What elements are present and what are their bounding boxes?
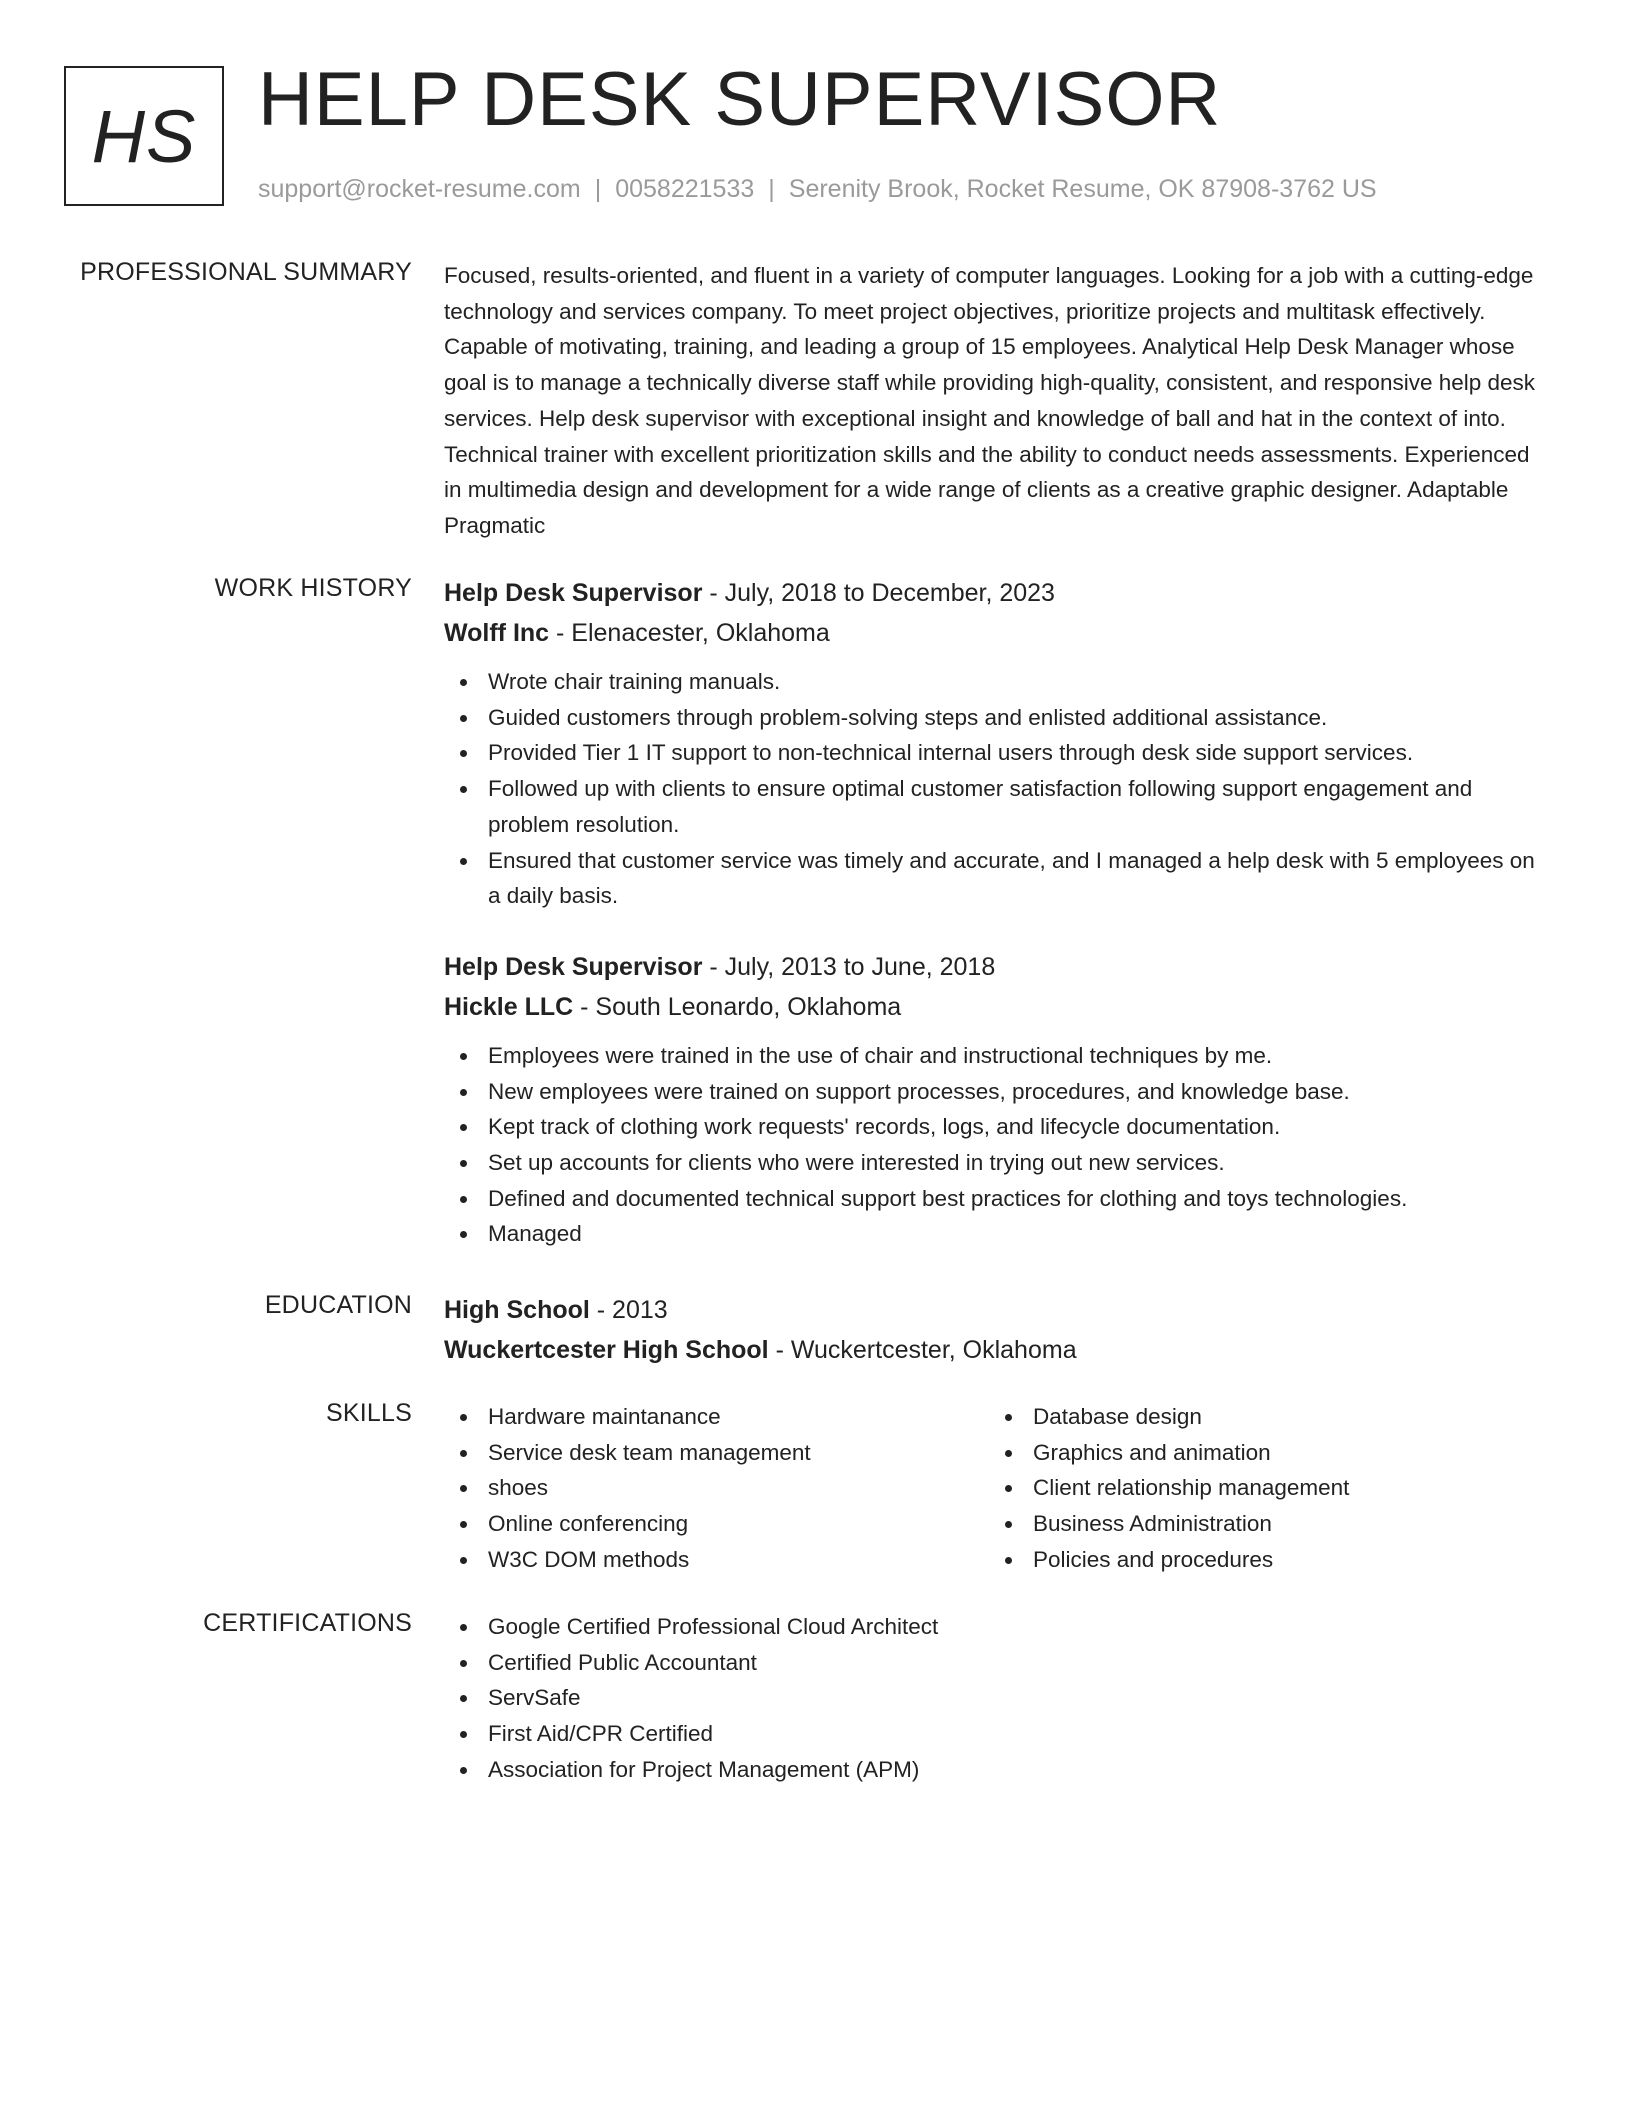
contact-address: Serenity Brook, Rocket Resume, OK 87908-3762 US (788, 175, 1377, 203)
work-history-body (444, 574, 1548, 1252)
job-bullet: New employees were trained on support processes, procedures, and knowledge base. (444, 1074, 1548, 1110)
initials: HS (91, 94, 197, 178)
certification-item: First Aid/CPR Certified (444, 1716, 1548, 1752)
job-company: Wolff Inc (444, 619, 550, 647)
job-bullet: Set up accounts for clients who were interested in trying out new services. (444, 1145, 1548, 1181)
certifications-list (444, 1609, 1548, 1788)
skill-item: Online conferencing (444, 1506, 989, 1542)
section-label-certifications: CERTIFICATIONS (203, 1609, 412, 1637)
job-entry (444, 574, 1548, 914)
contact-separator: | (594, 175, 602, 203)
job-title: Help Desk Supervisor (444, 952, 703, 981)
skill-item: Database design (989, 1399, 1534, 1435)
skill-item: shoes (444, 1470, 989, 1506)
summary-body (444, 258, 1548, 544)
job-dates: - July, 2018 to December, 2023 (702, 579, 1055, 607)
certification-item: ServSafe (444, 1680, 1548, 1716)
skills-list-left (444, 1399, 989, 1578)
certification-item: Certified Public Accountant (444, 1645, 1548, 1681)
contact-separator: | (768, 175, 775, 203)
resume-title: HELP DESK SUPERVISOR (258, 57, 1222, 142)
job-bullets (444, 1038, 1548, 1252)
job-bullet: Managed (444, 1216, 1548, 1252)
job-title: Help Desk Supervisor (444, 579, 703, 607)
job-title-line (444, 948, 1548, 986)
education-school-line (444, 1331, 1548, 1369)
skill-item: Business Administration (989, 1506, 1534, 1542)
job-company-line (444, 988, 1548, 1026)
skill-item: Graphics and animation (989, 1435, 1534, 1471)
section-label-education: EDUCATION (264, 1291, 412, 1319)
section-label-skills: SKILLS (326, 1399, 412, 1427)
job-bullet: Wrote chair training manuals. (444, 664, 1548, 700)
summary-text: Focused, results-oriented, and fluent in a variety of computer languages. Looking for a job with a cutting-edge technology and services company. To meet project objectives, prioritize projects and multitask effectively. Capable of motivating, training, and leading a group of 15 employees. Analytical Help Desk Manager whose goal is to manage a technically diverse staff while providing high-quality, consistent, and responsive help desk services. Help desk supervisor with exceptional insight and knowledge of ball and hat in the context of into. Technical trainer with excellent prioritization skills and the ability to conduct needs assessments. Experienced in multimedia design and development for a wide range of clients as a creative graphic designer. Adaptable Pragmatic (444, 263, 1536, 538)
job-bullet: Employees were trained in the use of chair and instructional techniques by me. (444, 1038, 1548, 1074)
education-location: - Wuckertcester, Oklahoma (768, 1336, 1077, 1364)
job-company-line (444, 614, 1548, 652)
skills-body (444, 1399, 1548, 1578)
skills-column-right (989, 1399, 1534, 1578)
job-bullet: Defined and documented technical support best practices for clothing and toys technologies. (444, 1181, 1548, 1217)
job-entry (444, 948, 1548, 1252)
education-body (444, 1291, 1548, 1369)
skill-item: Hardware maintanance (444, 1399, 989, 1435)
education-degree: High School (444, 1296, 590, 1324)
certification-item: Google Certified Professional Cloud Architect (444, 1609, 1548, 1645)
skills-column-left (444, 1399, 989, 1578)
section-label-summary: PROFESSIONAL SUMMARY (80, 258, 412, 286)
skill-item: Client relationship management (989, 1470, 1534, 1506)
skills-columns (444, 1399, 1548, 1578)
monogram-box (64, 66, 224, 206)
job-bullet: Followed up with clients to ensure optimal customer satisfaction following support engagement and problem resolution. (444, 771, 1548, 842)
job-bullet: Kept track of clothing work requests' records, logs, and lifecycle documentation. (444, 1109, 1548, 1145)
contact-phone: 0058221533 (615, 175, 755, 203)
skills-list-right (989, 1399, 1534, 1578)
education-degree-line (444, 1291, 1548, 1329)
job-bullet: Guided customers through problem-solving steps and enlisted additional assistance. (444, 700, 1548, 736)
skill-item: Policies and procedures (989, 1542, 1534, 1578)
certification-item: Association for Project Management (APM) (444, 1752, 1548, 1788)
contact-line (258, 175, 1377, 204)
contact-email: support@rocket-resume.com (258, 175, 581, 203)
education-year: - 2013 (589, 1296, 668, 1324)
job-location: - Elenacester, Oklahoma (549, 619, 830, 647)
skill-item: W3C DOM methods (444, 1542, 989, 1578)
certifications-body (444, 1609, 1548, 1788)
section-label-work-history: WORK HISTORY (214, 574, 412, 602)
job-bullet: Ensured that customer service was timely and accurate, and I managed a help desk with 5 employees on a daily basis. (444, 843, 1548, 914)
job-bullet: Provided Tier 1 IT support to non-technical internal users through desk side support services. (444, 735, 1548, 771)
job-title-line (444, 574, 1548, 612)
skill-item: Service desk team management (444, 1435, 989, 1471)
job-location: - South Leonardo, Oklahoma (573, 992, 902, 1021)
job-bullets (444, 664, 1548, 914)
education-school: Wuckertcester High School (444, 1336, 769, 1364)
job-dates: - July, 2013 to June, 2018 (702, 952, 996, 981)
job-company: Hickle LLC (444, 992, 574, 1021)
